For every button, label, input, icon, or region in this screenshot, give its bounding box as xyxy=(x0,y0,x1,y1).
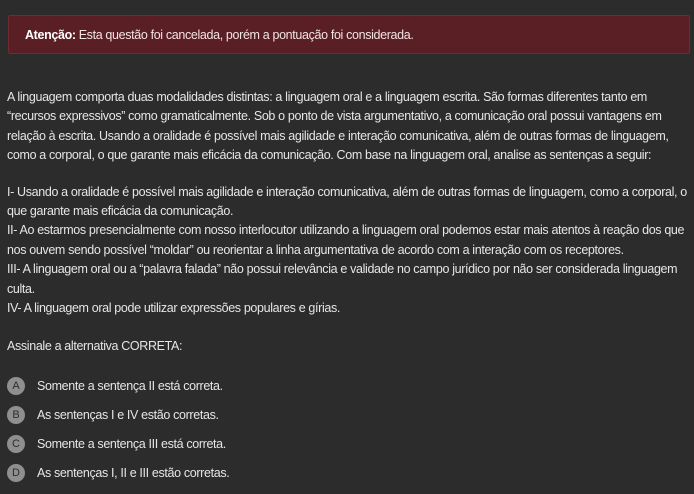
alert-label: Atenção: xyxy=(25,27,76,42)
option-a-letter-badge: A xyxy=(7,377,25,395)
option-c-letter-badge: C xyxy=(7,435,25,453)
option-d[interactable] xyxy=(7,459,689,488)
statements-list xyxy=(7,183,689,319)
option-a-text: Somente a sentença II está correta. xyxy=(37,379,223,394)
option-b-text: As sentenças I e IV estão corretas. xyxy=(37,408,219,423)
option-b[interactable] xyxy=(7,401,689,430)
statement-1: I- Usando a oralidade é possível mais agilidade e interação comunicativa, além de outras formas de linguagem, como a corporal, o que garante mais eficácia da comunicação. xyxy=(7,184,687,219)
statement-4: IV- A linguagem oral pode utilizar expressões populares e gírias. xyxy=(7,301,341,316)
option-d-text: As sentenças I, II e III estão corretas. xyxy=(37,466,230,481)
question-content xyxy=(7,88,689,488)
question-intro: A linguagem comporta duas modalidades distintas: a linguagem oral e a linguagem escrita. São formas diferentes tanto em “recursos expressivos” como gramaticalmente. Sob o ponto de vista argumentativo, a comunicação oral possui vantagens em relação à escrita. Usando a oralidade é possível mais agilidade e interação comunicativa, além de outras formas de linguagem, como a corporal, o que garante mais eficácia da comunicação. Com base na linguagem oral, analise as sentenças a seguir: xyxy=(7,90,669,163)
option-c[interactable] xyxy=(7,430,689,459)
option-c-text: Somente a sentença III está correta. xyxy=(37,437,226,452)
option-d-letter-badge: D xyxy=(7,464,25,482)
option-a[interactable] xyxy=(7,372,689,401)
statement-3: III- A linguagem oral ou a “palavra falada” não possui relevância e validade no campo jurídico por não ser considerada linguagem culta. xyxy=(7,262,678,296)
answer-options xyxy=(7,372,689,488)
option-b-letter-badge: B xyxy=(7,406,25,424)
cancelled-question-alert xyxy=(8,15,690,54)
alert-message: Esta questão foi cancelada, porém a pontuação foi considerada. xyxy=(78,27,414,42)
statement-2: II- Ao estarmos presencialmente com nosso interlocutor utilizando a linguagem oral podemos estar mais atentos à reação dos que nos ouvem sendo possível “moldar” ou reorientar a linha argumentativa de acordo com a interação com os receptores. xyxy=(7,223,685,257)
question-instruction: Assinale a alternativa CORRETA: xyxy=(7,339,183,354)
